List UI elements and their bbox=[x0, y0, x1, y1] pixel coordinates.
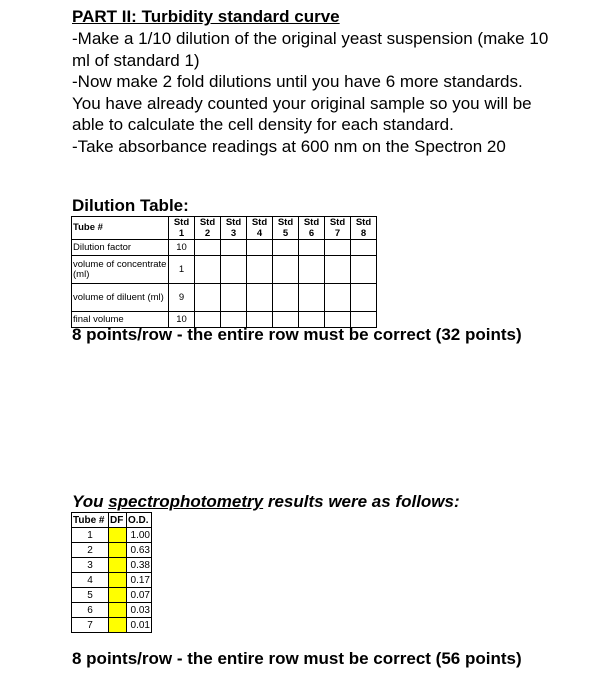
table-cell[interactable]: 10 bbox=[169, 312, 195, 328]
spectro-heading-prefix: You bbox=[72, 492, 109, 511]
table-cell[interactable] bbox=[351, 284, 377, 312]
instruction-item: -Make a 1/10 dilution of the original yeast suspension (make 10 ml of standard 1) bbox=[72, 29, 549, 70]
dilution-points-note: 8 points/row - the entire row must be correct (32 points) bbox=[72, 325, 522, 344]
table-cell[interactable]: 9 bbox=[169, 284, 195, 312]
table-cell[interactable] bbox=[325, 284, 351, 312]
od-value: 0.01 bbox=[127, 618, 152, 633]
std-header: Std 2 bbox=[195, 217, 221, 240]
instructions-list bbox=[72, 28, 552, 158]
tube-number: 6 bbox=[72, 603, 109, 618]
table-cell[interactable] bbox=[273, 284, 299, 312]
table-cell[interactable] bbox=[325, 256, 351, 284]
spectro-header-tube: Tube # bbox=[72, 513, 109, 528]
spectro-points-note: 8 points/row - the entire row must be correct (56 points) bbox=[72, 649, 522, 668]
std-header: Std 5 bbox=[273, 217, 299, 240]
od-value: 0.63 bbox=[127, 543, 152, 558]
df-input-cell[interactable] bbox=[109, 543, 127, 558]
spectro-row bbox=[72, 573, 152, 588]
spectro-header-df: DF bbox=[109, 513, 127, 528]
table-cell[interactable] bbox=[299, 240, 325, 256]
row-label: volume of concentrate (ml) bbox=[72, 256, 169, 284]
df-input-cell[interactable] bbox=[109, 588, 127, 603]
table-cell[interactable] bbox=[247, 256, 273, 284]
spectro-row bbox=[72, 588, 152, 603]
table-cell[interactable] bbox=[221, 240, 247, 256]
table-cell[interactable] bbox=[195, 284, 221, 312]
spectro-header-od: O.D. bbox=[127, 513, 152, 528]
std-header: Std 8 bbox=[351, 217, 377, 240]
spectro-header-row bbox=[72, 513, 152, 528]
table-cell[interactable] bbox=[351, 240, 377, 256]
od-value: 0.07 bbox=[127, 588, 152, 603]
table-cell[interactable] bbox=[325, 240, 351, 256]
df-input-cell[interactable] bbox=[109, 528, 127, 543]
row-label: Dilution factor bbox=[72, 240, 169, 256]
tube-number: 5 bbox=[72, 588, 109, 603]
table-cell[interactable] bbox=[273, 256, 299, 284]
table-cell[interactable] bbox=[195, 256, 221, 284]
table-cell[interactable]: 10 bbox=[169, 240, 195, 256]
spectro-row bbox=[72, 543, 152, 558]
table-cell[interactable] bbox=[195, 240, 221, 256]
spectro-heading-underlined: spectrophotometry bbox=[108, 492, 264, 511]
table-cell[interactable]: 1 bbox=[169, 256, 195, 284]
df-input-cell[interactable] bbox=[109, 558, 127, 573]
part-title: PART II: Turbidity standard curve bbox=[72, 7, 340, 26]
dilution-header-label: Tube # bbox=[72, 217, 169, 240]
od-value: 0.38 bbox=[127, 558, 152, 573]
df-input-cell[interactable] bbox=[109, 573, 127, 588]
spectro-row bbox=[72, 618, 152, 633]
std-header: Std 3 bbox=[221, 217, 247, 240]
table-cell[interactable] bbox=[221, 284, 247, 312]
table-cell[interactable] bbox=[351, 256, 377, 284]
dilution-header-row bbox=[72, 217, 377, 240]
spectro-row bbox=[72, 528, 152, 543]
dilution-table bbox=[71, 216, 377, 328]
instruction-item: -Take absorbance readings at 600 nm on the Spectron 20 bbox=[72, 136, 506, 156]
tube-number: 2 bbox=[72, 543, 109, 558]
dilution-row-dilution-factor bbox=[72, 240, 377, 256]
df-input-cell[interactable] bbox=[109, 603, 127, 618]
row-label: volume of diluent (ml) bbox=[72, 284, 169, 312]
std-header: Std 7 bbox=[325, 217, 351, 240]
dilution-table-heading: Dilution Table: bbox=[72, 196, 189, 215]
tube-number: 4 bbox=[72, 573, 109, 588]
spectro-heading bbox=[72, 492, 460, 512]
od-value: 0.03 bbox=[127, 603, 152, 618]
tube-number: 7 bbox=[72, 618, 109, 633]
table-cell[interactable] bbox=[299, 256, 325, 284]
tube-number: 3 bbox=[72, 558, 109, 573]
instruction-item: -Now make 2 fold dilutions until you have 6 more standards. You have already counted your original sample so you will be able to calculate the cell density for each standard. bbox=[72, 72, 532, 135]
df-input-cell[interactable] bbox=[109, 618, 127, 633]
dilution-row-volume-concentrate bbox=[72, 256, 377, 284]
std-header: Std 6 bbox=[299, 217, 325, 240]
table-cell[interactable] bbox=[247, 240, 273, 256]
table-cell[interactable] bbox=[273, 240, 299, 256]
std-header: Std 1 bbox=[169, 217, 195, 240]
std-header: Std 4 bbox=[247, 217, 273, 240]
row-label: final volume bbox=[72, 312, 169, 328]
table-cell[interactable] bbox=[221, 256, 247, 284]
tube-number: 1 bbox=[72, 528, 109, 543]
spectro-results-table bbox=[71, 512, 152, 633]
spectro-row bbox=[72, 603, 152, 618]
spectro-heading-suffix: results were as follows: bbox=[263, 492, 460, 511]
od-value: 0.17 bbox=[127, 573, 152, 588]
spectro-row bbox=[72, 558, 152, 573]
od-value: 1.00 bbox=[127, 528, 152, 543]
table-cell[interactable] bbox=[247, 284, 273, 312]
dilution-row-volume-diluent bbox=[72, 284, 377, 312]
table-cell[interactable] bbox=[299, 284, 325, 312]
